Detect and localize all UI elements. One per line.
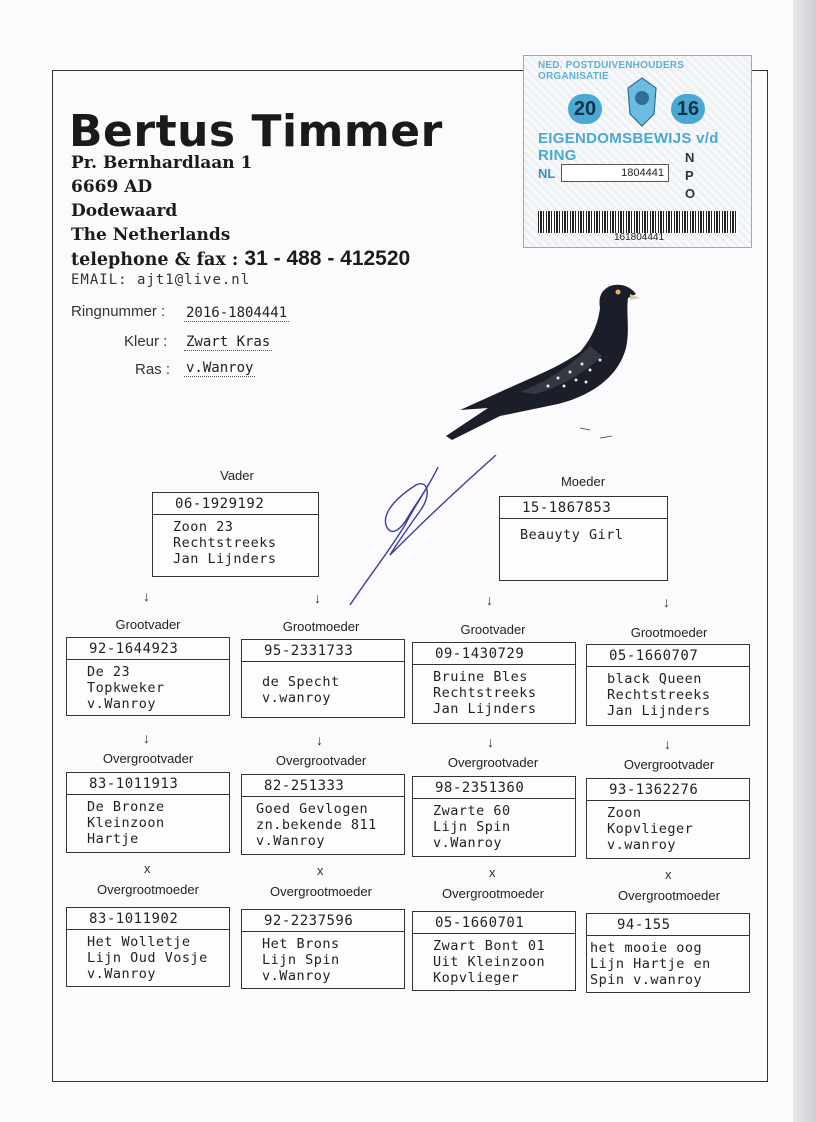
cross-mark: x — [144, 861, 151, 876]
great-grandfather-ring: 83-1011913 — [67, 773, 229, 795]
email-label: EMAIL: — [71, 272, 128, 288]
great-grandmother-ring: 05-1660701 — [413, 912, 575, 934]
grandparent-heading: Grootmoeder — [630, 625, 708, 640]
owner-postcode: 6669 AD — [71, 177, 153, 197]
grandparent-card — [412, 642, 576, 724]
mother-card — [499, 496, 668, 581]
great-grandfather-description: Zwarte 60 Lijn Spin v.Wanroy — [433, 803, 511, 851]
grandparent-description: black Queen Rechtstreeks Jan Lijnders — [607, 671, 711, 719]
great-grandmother-description: Zwart Bont 01 Uit Kleinzoon Kopvlieger — [433, 938, 546, 986]
arrow-down-icon: ↓ — [143, 730, 150, 746]
handwritten-signature — [320, 455, 510, 615]
great-grandmother-heading: Overgrootmoeder — [270, 884, 372, 899]
great-grandmother-card — [586, 913, 750, 993]
arrow-down-icon: ↓ — [314, 590, 321, 606]
grandparent-ring: 05-1660707 — [587, 645, 749, 667]
great-grandfather-description: De Bronze Kleinzoon Hartje — [87, 799, 165, 847]
father-description: Zoon 23 Rechtstreeks Jan Lijnders — [173, 519, 277, 567]
grandparent-card — [586, 644, 750, 726]
owner-city: Dodewaard — [71, 201, 178, 221]
great-grandfather-ring: 98-2351360 — [413, 777, 575, 799]
grandparent-heading: Grootvader — [115, 617, 181, 632]
npo-letter-p: P — [685, 168, 694, 183]
arrow-down-icon: ↓ — [316, 732, 323, 748]
great-grandfather-heading: Overgrootvader — [275, 753, 367, 768]
great-grandmother-description: Het Brons Lijn Spin v.Wanroy — [262, 936, 340, 984]
great-grandfather-heading: Overgrootvader — [623, 757, 715, 772]
great-grandmother-ring: 92-2237596 — [242, 910, 404, 932]
ring-value: 2016-1804441 — [186, 305, 288, 321]
certificate-year-right: 16 — [671, 94, 705, 124]
grandparent-description: de Specht v.wanroy — [262, 674, 340, 706]
arrow-down-icon: ↓ — [486, 592, 493, 608]
great-grandmother-card — [412, 911, 576, 991]
great-grandmother-ring: 94-155 — [587, 914, 749, 936]
grandparent-heading: Grootmoeder — [282, 619, 360, 634]
lion-crest-icon — [622, 74, 662, 130]
grandparent-ring: 95-2331733 — [242, 640, 404, 662]
great-grandmother-ring: 83-1011902 — [67, 908, 229, 930]
great-grandmother-description: Het Wolletje Lijn Oud Vosje v.Wanroy — [87, 934, 208, 982]
mother-description: Beauyty Girl — [520, 527, 624, 543]
grandparent-ring: 09-1430729 — [413, 643, 575, 665]
great-grandmother-card — [241, 909, 405, 989]
arrow-down-icon: ↓ — [664, 736, 671, 752]
certificate-barcode — [538, 211, 738, 233]
great-grandfather-description: Zoon Kopvlieger v.wanroy — [607, 805, 694, 853]
cross-mark: x — [665, 867, 672, 882]
great-grandfather-ring: 93-1362276 — [587, 779, 749, 801]
grandparent-heading: Grootvader — [460, 622, 526, 637]
ownership-certificate — [523, 55, 752, 248]
great-grandfather-card — [586, 778, 750, 859]
great-grandfather-ring: 82-251333 — [242, 775, 404, 797]
owner-telephone — [71, 247, 410, 271]
npo-letter-n: N — [685, 150, 695, 165]
arrow-down-icon: ↓ — [663, 594, 670, 610]
great-grandfather-heading: Overgrootvader — [447, 755, 539, 770]
great-grandmother-heading: Overgrootmoeder — [97, 882, 199, 897]
owner-name: Bertus Timmer — [69, 106, 443, 157]
arrow-down-icon: ↓ — [143, 588, 150, 604]
great-grandmother-heading: Overgrootmoeder — [618, 888, 720, 903]
great-grandmother-description: het mooie oog Lijn Hartje en Spin v.wanroy — [590, 940, 711, 988]
owner-email — [71, 272, 250, 288]
cross-mark: x — [317, 863, 324, 878]
telephone-label: telephone & fax : — [71, 250, 239, 270]
grandparent-description: Bruine Bles Rechtstreeks Jan Lijnders — [433, 669, 537, 717]
great-grandfather-card — [412, 776, 576, 857]
grandparent-description: De 23 Topkweker v.Wanroy — [87, 664, 165, 712]
page-edge-shadow — [793, 0, 816, 1122]
father-heading: Vader — [220, 468, 254, 483]
color-label: Kleur : — [124, 333, 168, 350]
certificate-country: NL — [538, 166, 556, 181]
great-grandmother-card — [66, 907, 230, 987]
grandparent-card — [66, 637, 230, 716]
father-card — [152, 492, 319, 577]
great-grandmother-heading: Overgrootmoeder — [442, 886, 544, 901]
father-ring: 06-1929192 — [153, 493, 318, 515]
arrow-down-icon: ↓ — [487, 734, 494, 750]
breed-value: v.Wanroy — [186, 360, 254, 376]
great-grandfather-description: Goed Gevlogen zn.bekende 811 v.Wanroy — [256, 801, 377, 849]
certificate-barcode-number: 161804441 — [614, 232, 665, 243]
email-value: ajt1@live.nl — [137, 272, 251, 288]
certificate-ring-number: 1804441 — [561, 164, 669, 182]
color-value: Zwart Kras — [186, 334, 271, 350]
grandparent-card — [241, 639, 405, 718]
ring-label: Ringnummer : — [71, 303, 166, 320]
great-grandfather-card — [66, 772, 230, 853]
great-grandfather-heading: Overgrootvader — [102, 751, 194, 766]
grandparent-ring: 92-1644923 — [67, 638, 229, 660]
owner-street: Pr. Bernhardlaan 1 — [71, 153, 253, 173]
pigeon-photo — [440, 268, 640, 443]
mother-heading: Moeder — [560, 474, 606, 489]
certificate-org: NED. POSTDUIVENHOUDERS ORGANISATIE — [538, 60, 685, 82]
cross-mark: x — [489, 865, 496, 880]
telephone-number: 31 - 488 - 412520 — [244, 247, 411, 270]
great-grandfather-card — [241, 774, 405, 855]
mother-ring: 15-1867853 — [500, 497, 667, 519]
certificate-title: EIGENDOMSBEWIJS v/d RING — [538, 130, 719, 164]
npo-letter-o: O — [685, 186, 696, 201]
breed-label: Ras : — [135, 361, 171, 378]
certificate-year-left: 20 — [568, 94, 602, 124]
owner-country: The Netherlands — [71, 225, 231, 245]
